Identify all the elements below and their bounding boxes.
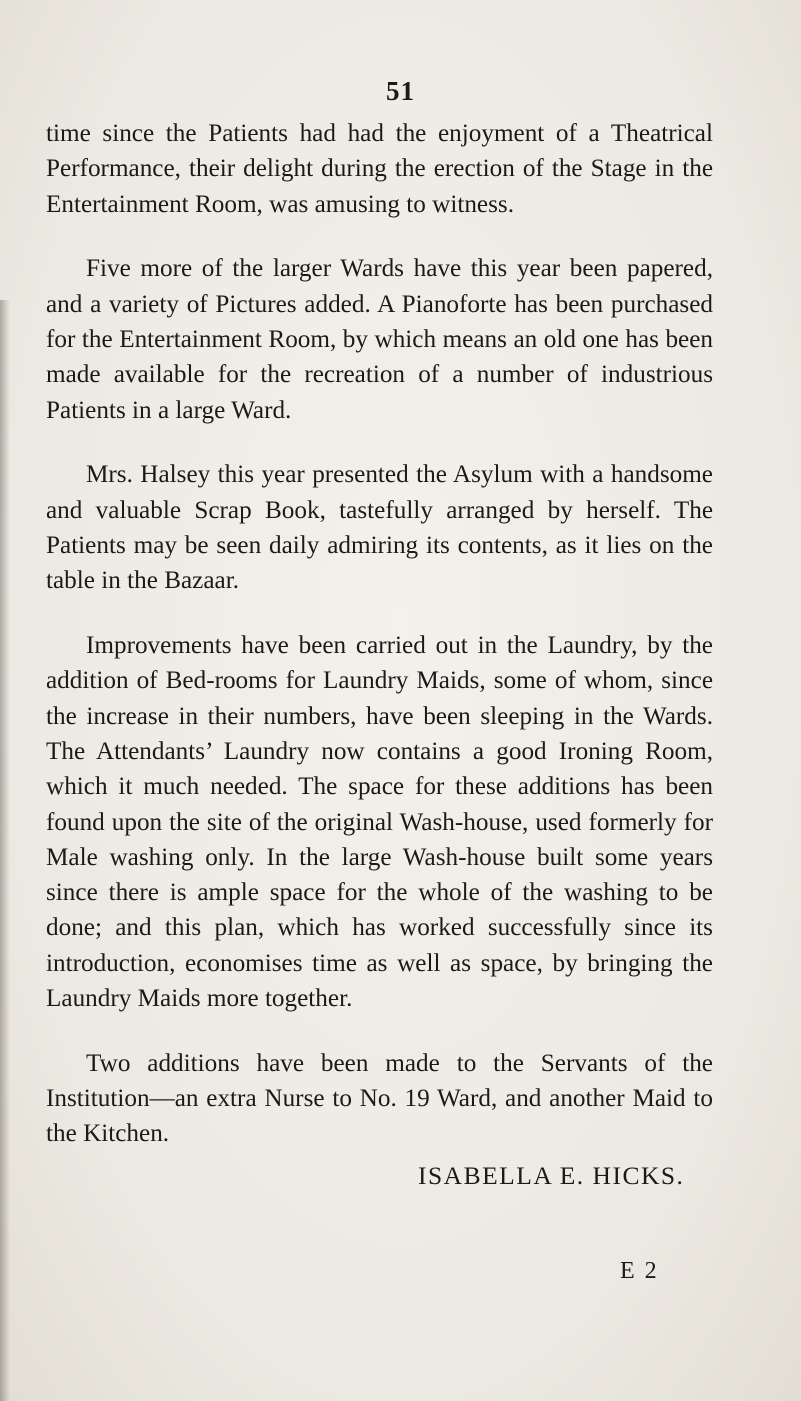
page-number: 51 (386, 76, 415, 106)
paragraph-scrap-book: Mrs. Halsey this year presented the Asylum with a handsome and valuable Scrap Book, tastefully arranged by herself. The Patients may be seen daily admiring its contents, as it lies on the table in the Bazaar. (46, 461, 713, 595)
signature-mark: E 2 (620, 1258, 659, 1284)
paragraph-laundry: Improvements have been carried out in the Laundry, by the addition of Bed-rooms for Laundry Maids, some of whom, since the increase in their numbers, have been sleeping in the Wards. The Attendants’ Laundry now contains a good Ironing Room, which it much needed. The space for these additions has been found upon the site of the original Wash-house, used formerly for Male washing only. In the large Wash-house built some years since there is ample space for the whole of the washing to be done; and this plan, which has worked successfully since its introduction, economises time as well as space, by bringing the Laundry Maids more together. (46, 632, 713, 1013)
binding-shadow (0, 300, 10, 1401)
body-text (46, 116, 713, 1181)
signature: ISABELLA E. HICKS. (418, 1161, 685, 1190)
paragraph-continuation: time since the Patients had had the enjoyment of a Theatrical Performance, their delight during the erection of the Stage in the Entertainment Room, was amusing to witness. (46, 120, 713, 218)
paragraph-wards: Five more of the larger Wards have this year been papered, and a variety of Pictures added. A Pianoforte has been purchased for the Entertainment Room, by which means an old one has been made available for the recreation of a number of industrious Patients in a large Ward. (46, 255, 713, 424)
paragraph-servants: Two additions have been made to the Servants of the Institution—an extra Nurse to No. 19 Ward, and another Maid to the Kitchen. (46, 1049, 713, 1148)
